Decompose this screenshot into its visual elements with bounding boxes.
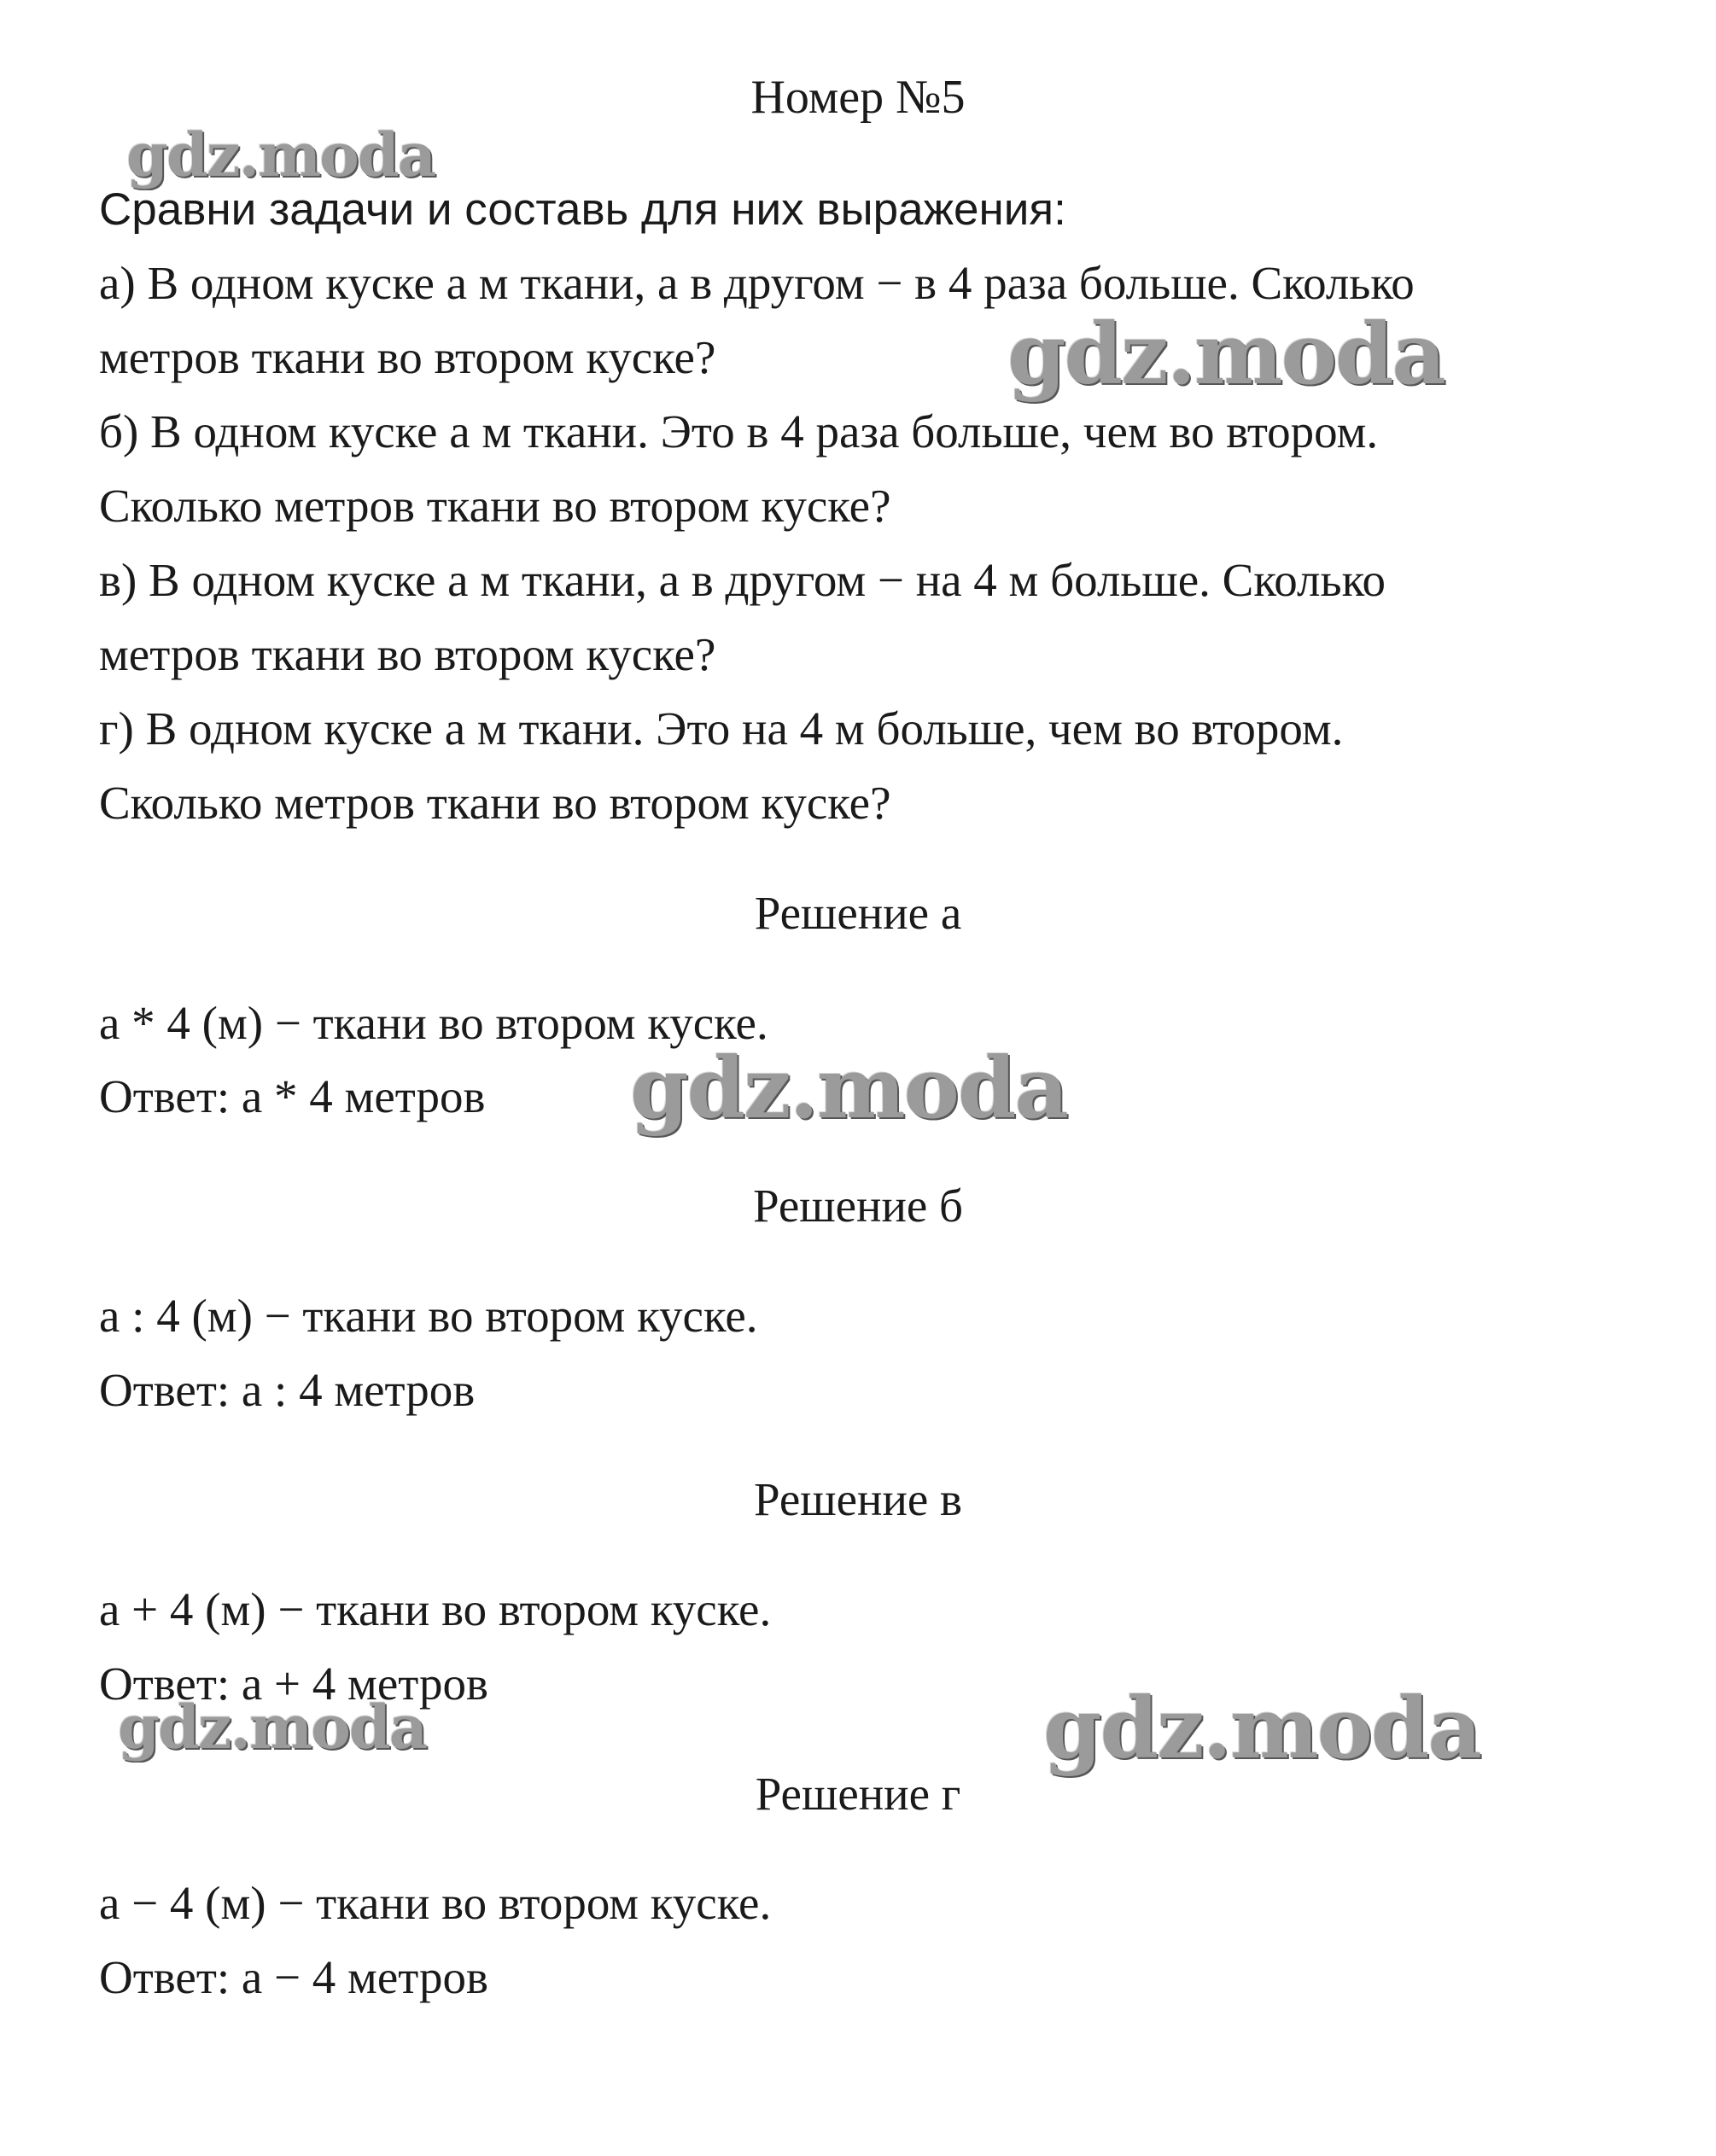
task-line-c2: метров ткани во втором куске? (99, 628, 716, 680)
solution-c-expression: а + 4 (м) − ткани во втором куске. (99, 1583, 772, 1635)
solution-b-answer: Ответ: а : 4 метров (99, 1364, 476, 1416)
watermark-logo: gdz.moda (1007, 306, 1445, 404)
task-line-b1: б) В одном куске а м ткани. Это в 4 раза больше, чем во втором. (99, 405, 1379, 457)
solution-b-heading: Решение б (752, 1180, 964, 1232)
task-line-d1: г) В одном куске а м ткани. Это на 4 м больше, чем во втором. (99, 702, 1344, 755)
task-line-c1: в) В одном куске а м ткани, а в другом − на 4 м больше. Сколько (99, 554, 1386, 606)
solution-d-answer: Ответ: а − 4 метров (99, 1951, 488, 2003)
solution-a-expression: а * 4 (м) − ткани во втором куске. (99, 997, 768, 1049)
solution-a-heading: Решение а (754, 887, 962, 939)
task-intro: Сравни задачи и составь для них выражения: (99, 184, 1066, 235)
solution-d-heading: Решение г (755, 1768, 961, 1820)
solution-c-answer: Ответ: а + 4 метров (99, 1658, 488, 1710)
watermark-logo: gdz.moda (118, 1692, 427, 1763)
solution-a-answer: Ответ: а * 4 метров (99, 1070, 486, 1122)
solution-d-expression: а − 4 (м) − ткани во втором куске. (99, 1877, 772, 1929)
task-line-a2: метров ткани во втором куске? (99, 331, 716, 383)
task-line-a1: а) В одном куске а м ткани, а в другом − в 4 раза больше. Сколько (99, 257, 1415, 309)
solution-b-expression: а : 4 (м) − ткани во втором куске. (99, 1290, 758, 1342)
task-line-d2: Сколько метров ткани во втором куске? (99, 777, 891, 829)
watermark-logo: gdz.moda (126, 119, 435, 190)
solution-c-heading: Решение в (753, 1473, 963, 1525)
page-title: Номер №5 (750, 71, 966, 124)
task-line-b2: Сколько метров ткани во втором куске? (99, 480, 891, 532)
watermark-logo: gdz.moda (1043, 1680, 1480, 1778)
watermark-logo: gdz.moda (630, 1040, 1067, 1138)
